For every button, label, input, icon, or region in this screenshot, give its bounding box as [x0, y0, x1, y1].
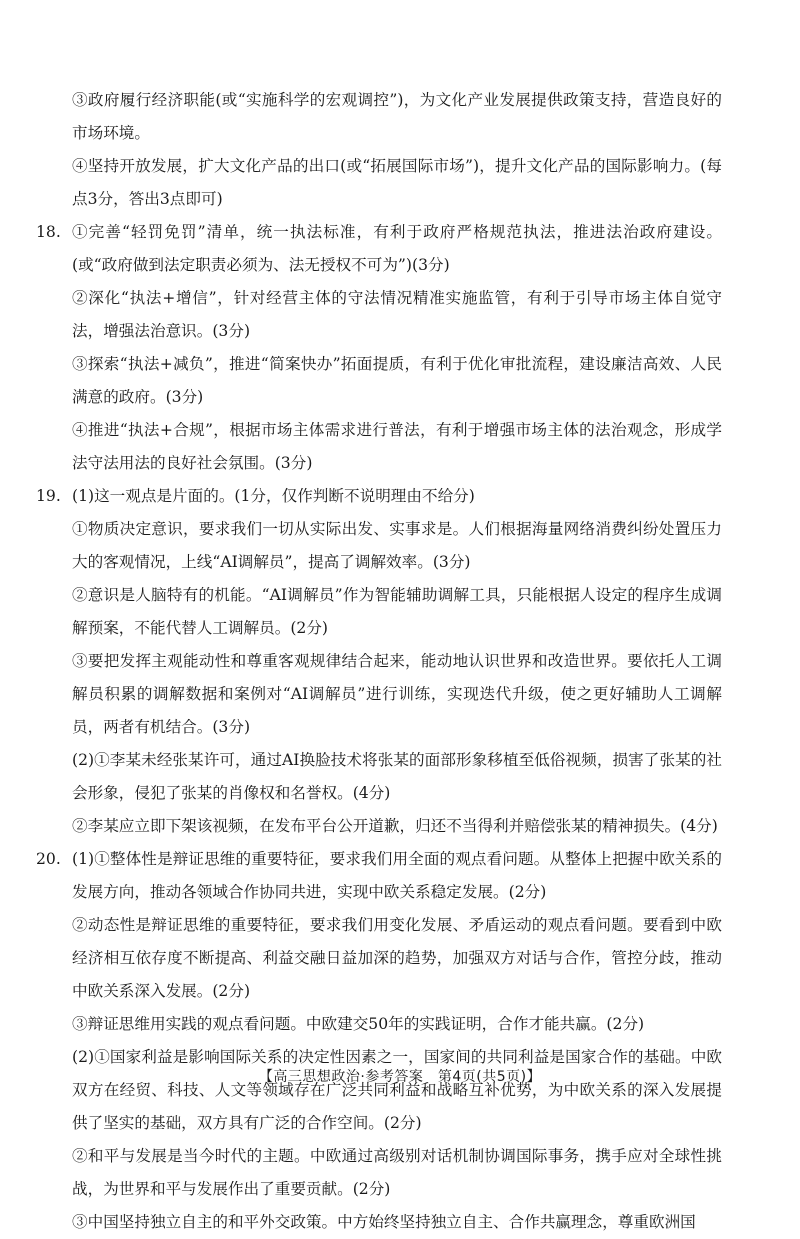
answer-paragraph: ③中国坚持独立自主的和平外交政策。中方始终坚持独立自主、合作共赢理念，尊重欧洲国 — [72, 1213, 696, 1231]
question-number: 19. — [36, 487, 61, 505]
answer-paragraph: ④坚持开放发展，扩大文化产品的出口(或“拓展国际市场”)，提升文化产品的国际影响力。(每点3分，答出3点即可) — [72, 157, 722, 208]
answer-paragraph: ②李某应立即下架该视频，在发布平台公开道歉，归还不当得利并赔偿张某的精神损失。(4分) — [72, 817, 718, 835]
question-20 — [36, 843, 722, 1239]
question-18 — [36, 216, 722, 480]
answer-paragraph: ①物质决定意识，要求我们一切从实际出发、实事求是。人们根据海量网络消费纠纷处置压力大的客观情况，上线“AI调解员”，提高了调解效率。(3分) — [72, 520, 722, 571]
answer-paragraph: (1)①整体性是辩证思维的重要特征，要求我们用全面的观点看问题。从整体上把握中欧关系的发展方向，推动各领域合作协同共进，实现中欧关系稳定发展。(2分) — [72, 850, 722, 901]
answer-paragraph: ③政府履行经济职能(或“实施科学的宏观调控”)，为文化产业发展提供政策支持，营造良好的市场环境。 — [72, 91, 722, 142]
question-number: 20. — [36, 850, 61, 868]
answer-paragraph: ③要把发挥主观能动性和尊重客观规律结合起来，能动地认识世界和改造世界。要依托人工调解员积累的调解数据和案例对“AI调解员”进行训练，实现迭代升级，使之更好辅助人工调解员，两者有机结合。(3分) — [72, 652, 722, 736]
question-number: 18. — [36, 223, 61, 241]
answer-paragraph: ②和平与发展是当今时代的主题。中欧通过高级别对话机制协调国际事务，携手应对全球性挑战，为世界和平与发展作出了重要贡献。(2分) — [72, 1147, 722, 1198]
question-17-continued — [72, 84, 722, 216]
page-footer: 【高三思想政治·参考答案 第4页(共5页)】 — [258, 1069, 542, 1085]
answer-paragraph: ②意识是人脑特有的机能。“AI调解员”作为智能辅助调解工具，只能根据人设定的程序生成调解预案，不能代替人工调解员。(2分) — [72, 586, 722, 637]
answer-paragraph: ②动态性是辩证思维的重要特征，要求我们用变化发展、矛盾运动的观点看问题。要看到中欧经济相互依存度不断提高、利益交融日益加深的趋势，加强双方对话与合作，管控分歧，推动中欧关系深入发展。(2分) — [72, 916, 722, 1000]
answer-paragraph: (2)①国家利益是影响国际关系的决定性因素之一，国家间的共同利益是国家合作的基础。中欧双方在经贸、科技、人文等领域存在广泛共同利益和战略互补优势，为中欧关系的深入发展提供了坚实的基础，双方具有广泛的合作空间。(2分) — [72, 1048, 722, 1132]
question-19 — [36, 480, 722, 843]
answer-paragraph: ②深化“执法+增信”，针对经营主体的守法情况精准实施监管，有利于引导市场主体自觉守法，增强法治意识。(3分) — [72, 289, 722, 340]
answer-paragraph: ①完善“轻罚免罚”清单，统一执法标准，有利于政府严格规范执法，推进法治政府建设。(或“政府做到法定职责必须为、法无授权不可为”)(3分) — [72, 223, 722, 274]
answer-paragraph: ③辩证思维用实践的观点看问题。中欧建交50年的实践证明，合作才能共赢。(2分) — [72, 1015, 645, 1033]
answer-paragraph: ④推进“执法+合规”，根据市场主体需求进行普法，有利于增强市场主体的法治观念，形成学法守法用法的良好社会氛围。(3分) — [72, 421, 722, 472]
answer-paragraph: (1)这一观点是片面的。(1分，仅作判断不说明理由不给分) — [72, 487, 475, 505]
answer-paragraph: (2)①李某未经张某许可，通过AI换脸技术将张某的面部形象移植至低俗视频，损害了张某的社会形象，侵犯了张某的肖像权和名誉权。(4分) — [72, 751, 722, 802]
answer-paragraph: ③探索“执法+减负”，推进“简案快办”拓面提质，有利于优化审批流程，建设廉洁高效、人民满意的政府。(3分) — [72, 355, 722, 406]
